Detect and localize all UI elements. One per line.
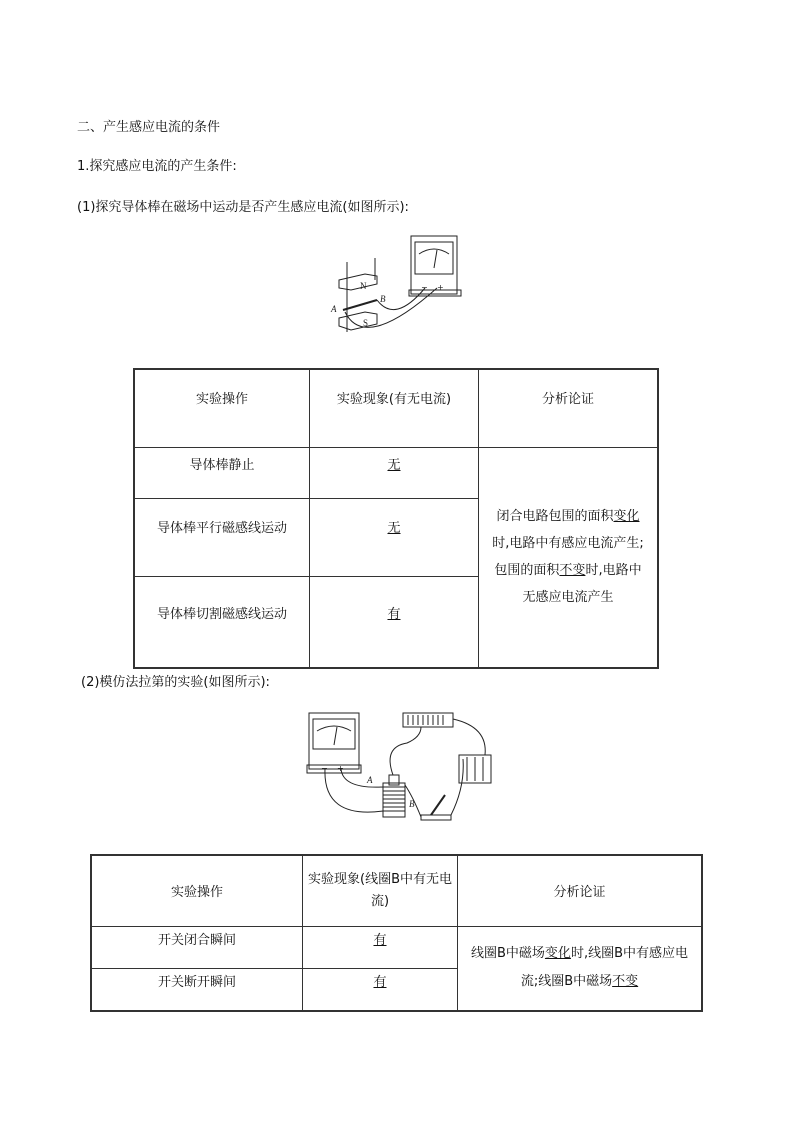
item-heading: 1.探究感应电流的产生条件: [77, 159, 237, 174]
header-operation: 实验操作 [91, 855, 303, 926]
magnet-n-icon [339, 274, 377, 290]
svg-text:A: A [331, 304, 337, 314]
row-operation: 导体棒平行磁感线运动 [134, 498, 310, 576]
row-result: 无 [387, 457, 401, 473]
analysis-cell: 闭合电路包围的面积变化时,电路中有感应电流产生;包围的面积不变时,电路中无感应电流产生 [479, 447, 659, 668]
analysis-cell: 线圈B中磁场变化时,线圈B中有感应电流;线圈B中磁场不变 [458, 926, 703, 1011]
svg-text:A: A [367, 775, 373, 785]
row-result: 有 [387, 606, 401, 622]
coil-b-icon [383, 783, 405, 817]
row-operation: 开关断开瞬间 [91, 968, 303, 1011]
switch-icon [421, 815, 451, 820]
figure-faraday-experiment [303, 707, 498, 827]
header-analysis: 分析论证 [479, 369, 659, 447]
row-operation: 开关闭合瞬间 [91, 926, 303, 968]
header-operation: 实验操作 [134, 369, 310, 447]
row-operation: 导体棒静止 [134, 447, 310, 498]
header-analysis: 分析论证 [458, 855, 703, 926]
row-operation: 导体棒切割磁感线运动 [134, 576, 310, 668]
sub-heading-2: (2)模仿法拉第的实验(如图所示): [81, 675, 270, 690]
svg-text:N: N [360, 281, 367, 291]
row-result: 无 [387, 520, 401, 536]
row-result: 有 [373, 932, 387, 948]
svg-text:−: − [321, 764, 328, 773]
section-title: 二、产生感应电流的条件 [77, 120, 221, 135]
svg-text:+: + [437, 283, 444, 292]
table-faraday-experiment [90, 854, 703, 1012]
svg-text:B: B [380, 294, 386, 304]
conductor-rod [343, 300, 377, 310]
header-phenomenon: 实验现象(线圈B中有无电流) [303, 855, 458, 926]
svg-text:−: − [421, 283, 428, 292]
sub-heading-1: (1)探究导体棒在磁场中运动是否产生感应电流(如图所示): [77, 200, 409, 215]
svg-text:B: B [409, 799, 415, 809]
header-phenomenon: 实验现象(有无电流) [310, 369, 479, 447]
svg-text:+: + [337, 764, 344, 773]
row-result: 有 [373, 974, 387, 990]
table-conductor-experiment [133, 368, 659, 669]
figure-conductor-magnet [325, 232, 465, 340]
svg-text:S: S [363, 318, 369, 328]
galvanometer-icon [309, 713, 359, 769]
